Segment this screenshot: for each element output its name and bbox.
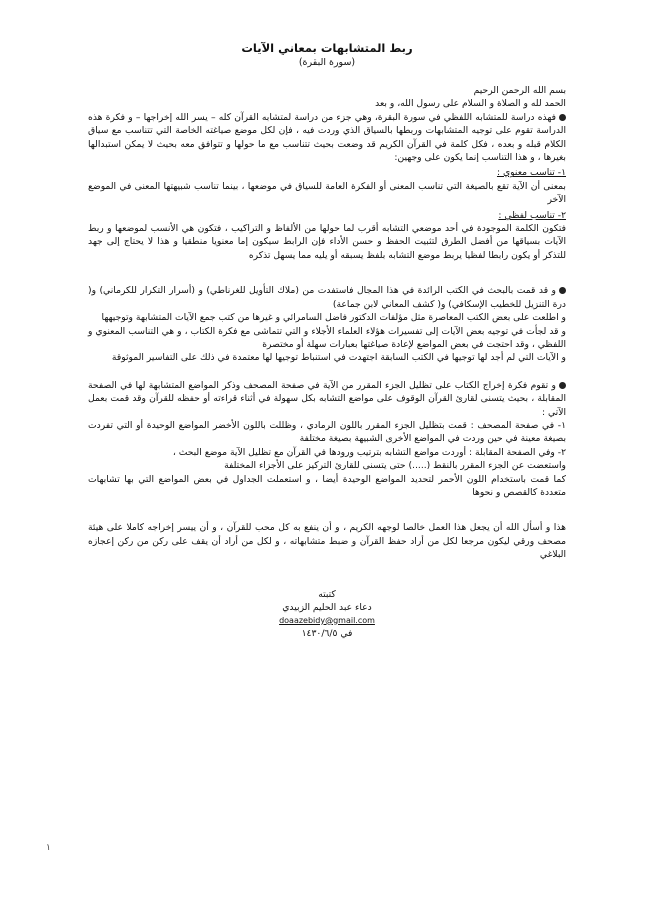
- section1-text: بمعنى أن الآية تقع بالصيغة التي تناسب المعنى أو الفكرة العامة للسياق في موضعها ، بينما تناسب شبيهتها المعنى في الموضع الآخر: [88, 180, 566, 206]
- sources-paragraph-4: و الآيات التي لم أجد لها توجيها في الكتب السابقة اجتهدت في استنباط توجيها لها معتمدة في ذلك على التفاسير الموثوقة: [111, 352, 566, 364]
- sources-paragraph-2: و اطلعت على بعض الكتب المعاصرة مثل مؤلفات الدكتور فاضل السامرائي و غيرها من كتب جمع الآيات المتشابهة وتوجيهها: [101, 312, 566, 324]
- intro-paragraph-text: فهذه دراسة للمتشابه اللفظي في سورة البقرة، وهي جزء من دراسة لمتشابه القرآن كله – يسر الله إخراجها – و فكرة هذه الدراسة تقوم على توجيه المتشابهات وربطها بالسياق الذي وردت فيه ، فإن لكل موضع صياغته الخاصة التي تتناسب مع سياق الكلام قبله و بعده ، فكل كلمة في القرآن الكريم قد وضعت بحيث تتناسب مع ما حولها و تتوافق معه بحيث لا يمكن استبدالها بغيرها ، و هذا التناسب إنما يكون على وجهين:: [88, 111, 566, 164]
- section2-heading: ٢- تناسب لفظي :: [498, 209, 566, 221]
- document-title: ربط المتشابهات بمعاني الآيات: [241, 41, 413, 55]
- page-number: ١: [46, 843, 51, 853]
- section1-heading: ١- تناسب معنوي :: [496, 167, 566, 179]
- sources-paragraph: [88, 284, 566, 311]
- method-paragraph: [88, 379, 566, 419]
- sources-paragraph-text: و قد قمت بالبحث في الكتب الرائدة في هذا المجال فاستفدت من (ملاك التأويل للغرناطي) و (أسرار التكرار للكرماني) و( درة التنزيل للخطيب الإسكافي) و( كشف المعاني لابن جماعة): [88, 285, 566, 310]
- sources-paragraph-3: و قد لجأت في توجيه بعض الآيات إلى تفسيرات هؤلاء العلماء الأجلاء و التي تتماشى مع فكرة الكتاب ، و هي التناسب المعنوي و اللفظي ، وقد احتجت في بعض المواضع لإعادة صياغتها بعبارات سهلة أو مختصرة: [88, 325, 566, 350]
- section2-text: فتكون الكلمة الموجودة في أحد موضعي التشابه أقرب لما حولها من الألفاظ و التراكيب ، فتكون هي الأنسب لموضعها و ربط الآيات بسياقها من أفضل الطرق لتثبيت الحفظ و حسن الأداء فإن الرابط سيكون إما معنويا منطقيا و هذا لا يحتاج إلى جهد للتذكر أو يكون رابطا لفظيا يربط موضع التشابه بلفظ يسبقه أو يليه مما يسهل تذكره: [88, 223, 566, 261]
- opening-line: الحمد لله و الصلاة و السلام على رسول الله، و بعد: [375, 98, 566, 110]
- document-subtitle: (سورة البقرة): [298, 57, 356, 68]
- method-item-1: ١- في صفحة المصحف : قمت بتظليل الجزء المقرر باللون الرمادي ، وظللت باللون الأخضر المواضع الوحيدة أو التي تفردت بصيغة معينة في حين وردت في المواضع الأخرى الشبيهة بصيغة مختلفة: [88, 419, 566, 445]
- intro-paragraph: [88, 111, 566, 165]
- closing-paragraph: هذا و أسأل الله أن يجعل هذا العمل خالصا لوجهه الكريم ، و أن ينفع به كل محب للقرآن ، و أن ييسر إخراجه كاملا على هيئة مصحف ورقي ليكون مرجعا لكل من أراد حفظ القرآن و ضبط متشابهاته ، و لكل من أراد أن يقف على ركن من ركن إعجازه البلاغي: [88, 522, 566, 561]
- method-item-2: ٢- وفي الصفحة المقابلة : أوردت مواضع التشابه بترتيب ورودها في القرآن مع تظليل الآية موضع البحث ،: [172, 446, 566, 458]
- author-email: doaazebidy@gmail.com: [279, 615, 375, 625]
- bullet-icon: [559, 114, 566, 121]
- method-item-3: واستعضت عن الجزء المقرر بالنقط (.....) حتى يتسنى للقارئ التركيز على الأجزاء المختلفة: [224, 460, 566, 472]
- method-paragraph-text: و تقوم فكرة إخراج الكتاب على تظليل الجزء المقرر من الآية في صفحة المصحف وذكر المواضع المتشابهة لها في الصفحة المقابلة ، بحيث يتسنى لقارئ القرآن الوقوف على مواضع التشابه بكل سهولة في أثناء قراءته أو حفظه للقرآن وقد قمت بعمل الآتي :: [88, 379, 566, 418]
- bullet-icon: [559, 382, 566, 389]
- signature-block: [88, 588, 566, 640]
- signature-label: كتبته: [318, 588, 336, 600]
- bullet-icon: [559, 287, 566, 294]
- author-name: دعاء عبد الحليم الزبيدي: [282, 601, 372, 613]
- document-body: [88, 40, 566, 640]
- method-item-4: كما قمت باستخدام اللون الأحمر لتحديد المواضع الوحيدة أيضا ، و استعملت الجداول في بعض المواضع التي بها تشابهات متعددة كالقصص و نحوها: [88, 473, 566, 498]
- basmala: بسم الله الرحمن الرحيم: [473, 85, 566, 96]
- document-date: في ١٤٣٠/٦/٥: [301, 627, 353, 639]
